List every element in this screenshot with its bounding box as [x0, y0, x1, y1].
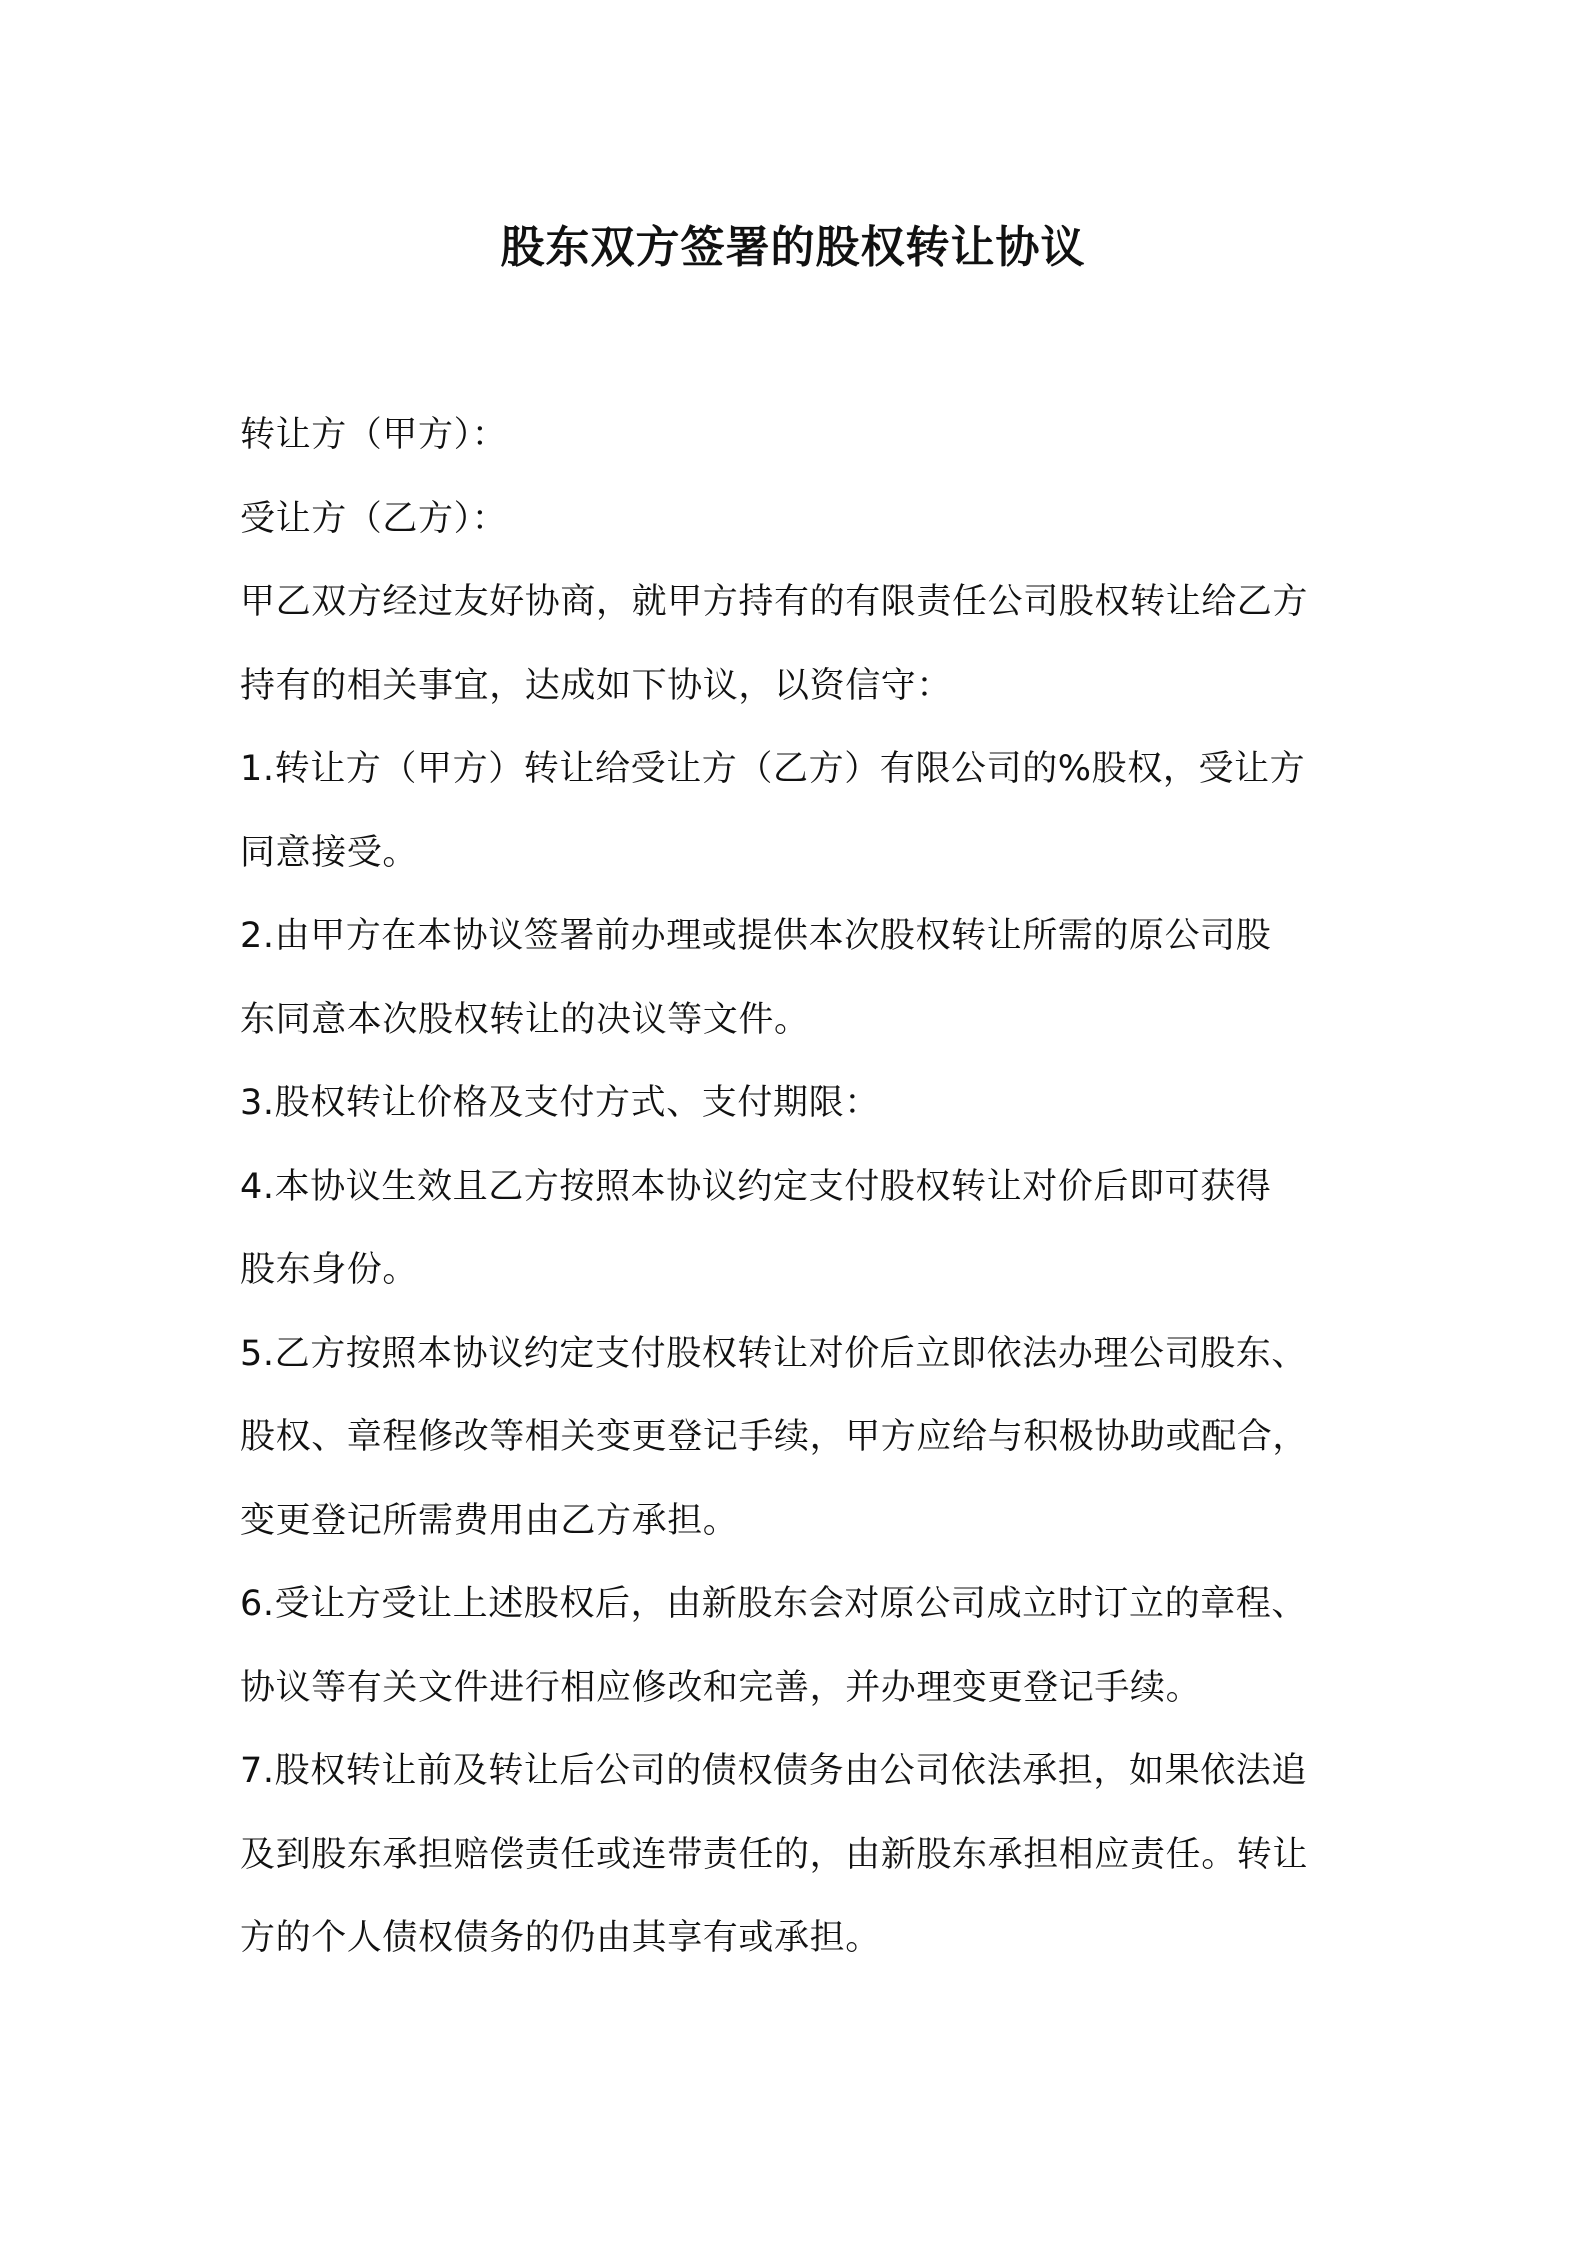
clause-7-line: 7.股权转让前及转让后公司的债权债务由公司依法承担，如果依法追 [240, 1751, 1307, 1791]
transferor-line: 转让方（甲方）： [240, 415, 508, 455]
transferee-line: 受让方（乙方）： [240, 498, 508, 539]
preamble-line: 持有的相关事宜，达成如下协议，以资信守： [240, 665, 953, 706]
clause-6-line: 协议等有关文件进行相应修改和完善，并办理变更登记手续。 [240, 1667, 1202, 1708]
clause-1-line: 1.转让方（甲方）转让给受让方（乙方）有限公司的%股权，受让方 [240, 749, 1306, 789]
clause-5-line: 变更登记所需费用由乙方承担。 [240, 1500, 739, 1541]
preamble-line: 甲乙双方经过友好协商，就甲方持有的有限责任公司股权转让给乙方 [240, 582, 1309, 622]
clause-6-line: 6.受让方受让上述股权后，由新股东会对原公司成立时订立的章程、 [240, 1584, 1307, 1624]
clause-2-line: 东同意本次股权转让的决议等文件。 [240, 999, 810, 1040]
clause-4-line: 股东身份。 [240, 1250, 419, 1290]
clause-5-line: 5.乙方按照本协议约定支付股权转让对价后立即依法办理公司股东、 [240, 1333, 1307, 1374]
clause-5-line: 股权、章程修改等相关变更登记手续，甲方应给与积极协助或配合， [240, 1417, 1309, 1457]
clause-2-line: 2.由甲方在本协议签署前办理或提供本次股权转让所需的原公司股 [240, 916, 1272, 956]
clause-7-line: 方的个人债权债务的仍由其享有或承担。 [240, 1918, 881, 1958]
clause-1-line: 同意接受。 [240, 832, 419, 873]
document-body [240, 410, 1350, 1997]
document-title: 股东双方签署的股权转让协议 [500, 222, 1086, 273]
clause-3-line: 3.股权转让价格及支付方式、支付期限： [240, 1083, 880, 1123]
clause-4-line: 4.本协议生效且乙方按照本协议约定支付股权转让对价后即可获得 [240, 1166, 1272, 1207]
clause-7-line: 及到股东承担赔偿责任或连带责任的，由新股东承担相应责任。转让 [240, 1834, 1309, 1875]
